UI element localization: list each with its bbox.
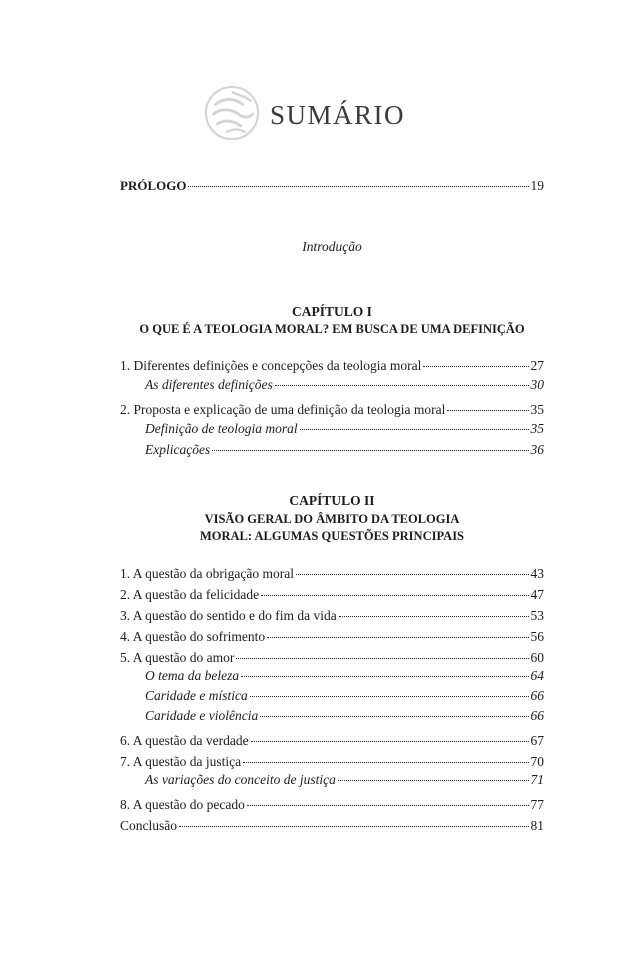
leader-dots bbox=[212, 450, 528, 451]
leader-dots bbox=[339, 616, 529, 617]
toc-entry[interactable] bbox=[120, 796, 544, 814]
toc-page-number: 81 bbox=[530, 818, 544, 833]
toc-page-number: 35 bbox=[530, 421, 544, 436]
leader-dots bbox=[188, 186, 528, 187]
section-introduction: Introdução bbox=[302, 239, 362, 254]
page-title: SUMÁRIO bbox=[270, 100, 406, 130]
toc-entry-label: 8. A questão do pecado bbox=[120, 797, 245, 812]
leader-dots bbox=[241, 676, 528, 677]
toc-entry-label: 6. A questão da verdade bbox=[120, 733, 249, 748]
toc-page-number: 43 bbox=[530, 566, 544, 581]
toc-entry-label: 5. A questão do amor bbox=[120, 650, 235, 665]
toc-page-number: 35 bbox=[530, 402, 544, 417]
toc-entry-label: 3. A questão do sentido e do fim da vida bbox=[120, 608, 337, 623]
leader-dots bbox=[243, 762, 528, 763]
toc-page-number: 30 bbox=[530, 377, 544, 392]
toc-entry-label: Conclusão bbox=[120, 818, 177, 833]
toc-subentry[interactable] bbox=[145, 707, 544, 725]
leader-dots bbox=[300, 429, 529, 430]
chapter-1-title: O QUE É A TEOLOGIA MORAL? EM BUSCA DE UMA DEFINIÇÃO bbox=[139, 322, 525, 336]
leader-dots bbox=[296, 574, 529, 575]
toc-page-number: 77 bbox=[530, 797, 544, 812]
toc-subentry[interactable] bbox=[145, 687, 544, 705]
chapter-2-heading: CAPÍTULO II bbox=[289, 493, 375, 508]
leader-dots bbox=[275, 385, 529, 386]
toc-page-number: 27 bbox=[530, 358, 544, 373]
toc-subentry[interactable] bbox=[145, 441, 544, 459]
toc-entry-label: 2. Proposta e explicação de uma definição da teologia moral bbox=[120, 402, 446, 417]
circular-ornament-icon bbox=[203, 84, 261, 142]
leader-dots bbox=[423, 366, 528, 367]
toc-entry-label: 4. A questão do sofrimento bbox=[120, 629, 266, 644]
toc-page-number: 47 bbox=[530, 587, 544, 602]
leader-dots bbox=[261, 595, 528, 596]
toc-subentry[interactable] bbox=[145, 667, 544, 685]
toc-entry-label: Caridade e mística bbox=[145, 688, 248, 703]
toc-entry-prologue[interactable] bbox=[120, 177, 544, 195]
leader-dots bbox=[250, 696, 529, 697]
leader-dots bbox=[447, 410, 528, 411]
toc-entry[interactable] bbox=[120, 401, 544, 419]
toc-entry[interactable] bbox=[120, 732, 544, 750]
toc-entry-label: 1. Diferentes definições e concepções da teologia moral bbox=[120, 358, 422, 373]
leader-dots bbox=[251, 741, 529, 742]
toc-entry[interactable] bbox=[120, 586, 544, 604]
leader-dots bbox=[179, 826, 529, 827]
toc-page-number: 67 bbox=[530, 733, 544, 748]
toc-entry-label: 2. A questão da felicidade bbox=[120, 587, 260, 602]
toc-entry[interactable] bbox=[120, 753, 544, 771]
toc-page-number: 53 bbox=[530, 608, 544, 623]
leader-dots bbox=[260, 716, 528, 717]
toc-entry[interactable] bbox=[120, 607, 544, 625]
toc-subentry[interactable] bbox=[145, 771, 544, 789]
toc-entry-label: 1. A questão da obrigação moral bbox=[120, 566, 294, 581]
toc-entry-label: As diferentes definições bbox=[145, 377, 273, 392]
toc-entry-label: Explicações bbox=[145, 442, 211, 457]
toc-entry[interactable] bbox=[120, 357, 544, 375]
toc-page-number: 71 bbox=[530, 772, 544, 787]
toc-entry-label: Caridade e violência bbox=[145, 708, 259, 723]
toc-page-number: 64 bbox=[530, 668, 544, 683]
chapter-1-heading: CAPÍTULO I bbox=[292, 304, 372, 319]
toc-page-number: 66 bbox=[530, 688, 544, 703]
leader-dots bbox=[338, 780, 529, 781]
toc-entry[interactable] bbox=[120, 817, 544, 835]
toc-page-number: 70 bbox=[530, 754, 544, 769]
chapter-2-title-line1: VISÃO GERAL DO ÂMBITO DA TEOLOGIA bbox=[204, 512, 460, 526]
leader-dots bbox=[247, 805, 529, 806]
toc-page-number: 66 bbox=[530, 708, 544, 723]
toc-page-number: 60 bbox=[530, 650, 544, 665]
toc-entry-label: Definição de teologia moral bbox=[145, 421, 298, 436]
toc-entry-label: PRÓLOGO bbox=[120, 178, 187, 193]
toc-entry[interactable] bbox=[120, 565, 544, 583]
toc-page-number: 56 bbox=[530, 629, 544, 644]
toc-page-number: 36 bbox=[530, 442, 544, 457]
toc-entry[interactable] bbox=[120, 649, 544, 667]
toc-entry-label: 7. A questão da justiça bbox=[120, 754, 242, 769]
leader-dots bbox=[267, 637, 528, 638]
leader-dots bbox=[236, 658, 528, 659]
toc-page-number: 19 bbox=[530, 178, 544, 193]
toc-subentry[interactable] bbox=[145, 420, 544, 438]
toc-entry-label: O tema da beleza bbox=[145, 668, 240, 683]
toc-entry[interactable] bbox=[120, 628, 544, 646]
toc-subentry[interactable] bbox=[145, 376, 544, 394]
toc-entry-label: As variações do conceito de justiça bbox=[145, 772, 336, 787]
chapter-2-title-line2: MORAL: ALGUMAS QUESTÕES PRINCIPAIS bbox=[199, 529, 465, 543]
